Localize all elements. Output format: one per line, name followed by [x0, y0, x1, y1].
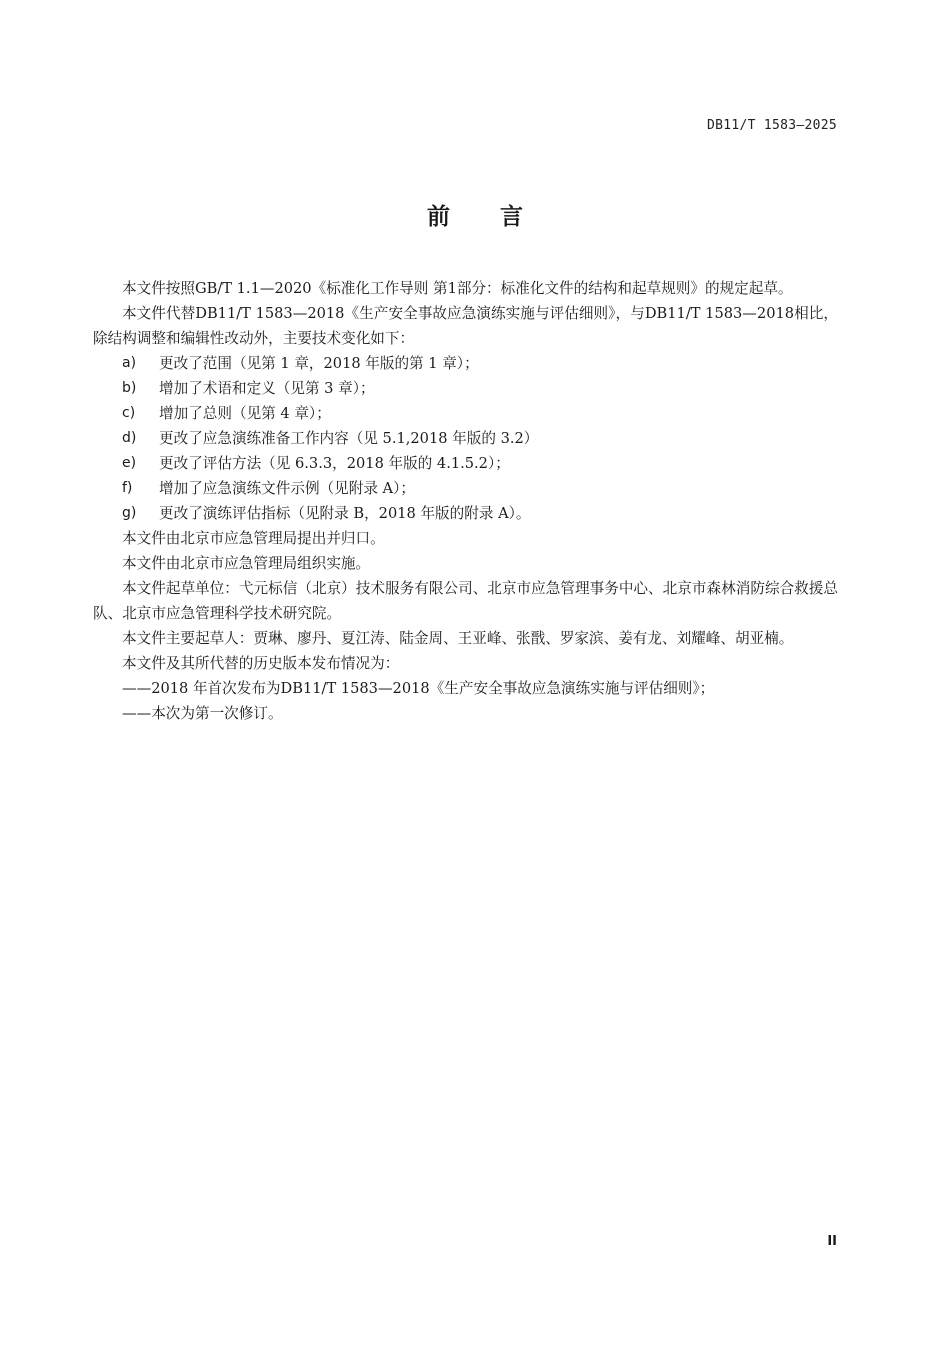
paragraph-drafting-units: 本文件起草单位：弋元标信（北京）技术服务有限公司、北京市应急管理事务中心、北京市森林消防综合救援总队、北京市应急管理科学技术研究院。: [93, 580, 838, 622]
paragraph-implementer: 本文件由北京市应急管理局组织实施。: [122, 555, 371, 572]
change-item-marker: c): [122, 405, 136, 421]
change-item-marker: d): [122, 430, 137, 446]
title-char-2: 言: [500, 203, 523, 230]
document-code-header: DB11/T 1583—2025: [706, 118, 837, 133]
change-item: [93, 401, 838, 426]
change-item-marker: g): [122, 505, 137, 521]
change-item: [93, 451, 838, 476]
change-item-text: 更改了应急演练准备工作内容（见 5.1,2018 年版的 3.2）: [159, 430, 539, 447]
change-item: [93, 426, 838, 451]
paragraph-drafters: 本文件主要起草人：贾琳、廖丹、夏江涛、陆金周、王亚峰、张戬、罗家滨、姜有龙、刘耀峰、胡亚楠。: [122, 630, 794, 647]
change-item: [93, 376, 838, 401]
change-item: [93, 501, 838, 526]
history-item: ——2018 年首次发布为DB11/T 1583—2018《生产安全事故应急演练实施与评估细则》；: [122, 680, 715, 697]
paragraph-drafting-rules: 本文件按照GB/T 1.1—2020《标准化工作导则 第1部分：标准化文件的结构和起草规则》的规定起草。: [122, 280, 793, 297]
paragraph-proposer: 本文件由北京市应急管理局提出并归口。: [122, 530, 385, 547]
change-item-marker: f): [122, 480, 133, 496]
change-item-marker: e): [122, 455, 137, 471]
change-item-text: 更改了评估方法（见 6.3.3，2018 年版的 4.1.5.2）；: [159, 455, 510, 472]
change-item: [93, 476, 838, 501]
change-item-text: 增加了总则（见第 4 章）；: [159, 405, 331, 422]
change-item-marker: b): [122, 380, 137, 396]
change-item: [93, 351, 838, 376]
title-char-1: 前: [427, 203, 450, 230]
change-item-text: 增加了术语和定义（见第 3 章）；: [159, 380, 375, 397]
paragraph-replaces: 本文件代替DB11/T 1583—2018《生产安全事故应急演练实施与评估细则》，与DB11/T 1583—2018相比，除结构调整和编辑性改动外，主要技术变化如下：: [93, 305, 838, 347]
change-item-marker: a): [122, 355, 137, 371]
paragraph-history-intro: 本文件及其所代替的历史版本发布情况为：: [122, 655, 400, 672]
history-item: ——本次为第一次修订。: [122, 705, 283, 722]
change-item-text: 更改了演练评估指标（见附录 B，2018 年版的附录 A）。: [159, 505, 531, 522]
page-number: II: [827, 1234, 837, 1249]
page-title: [0, 198, 950, 231]
change-item-text: 更改了范围（见第 1 章，2018 年版的第 1 章）；: [159, 355, 479, 372]
change-item-text: 增加了应急演练文件示例（见附录 A）；: [159, 480, 415, 497]
foreword-body: [93, 276, 838, 726]
